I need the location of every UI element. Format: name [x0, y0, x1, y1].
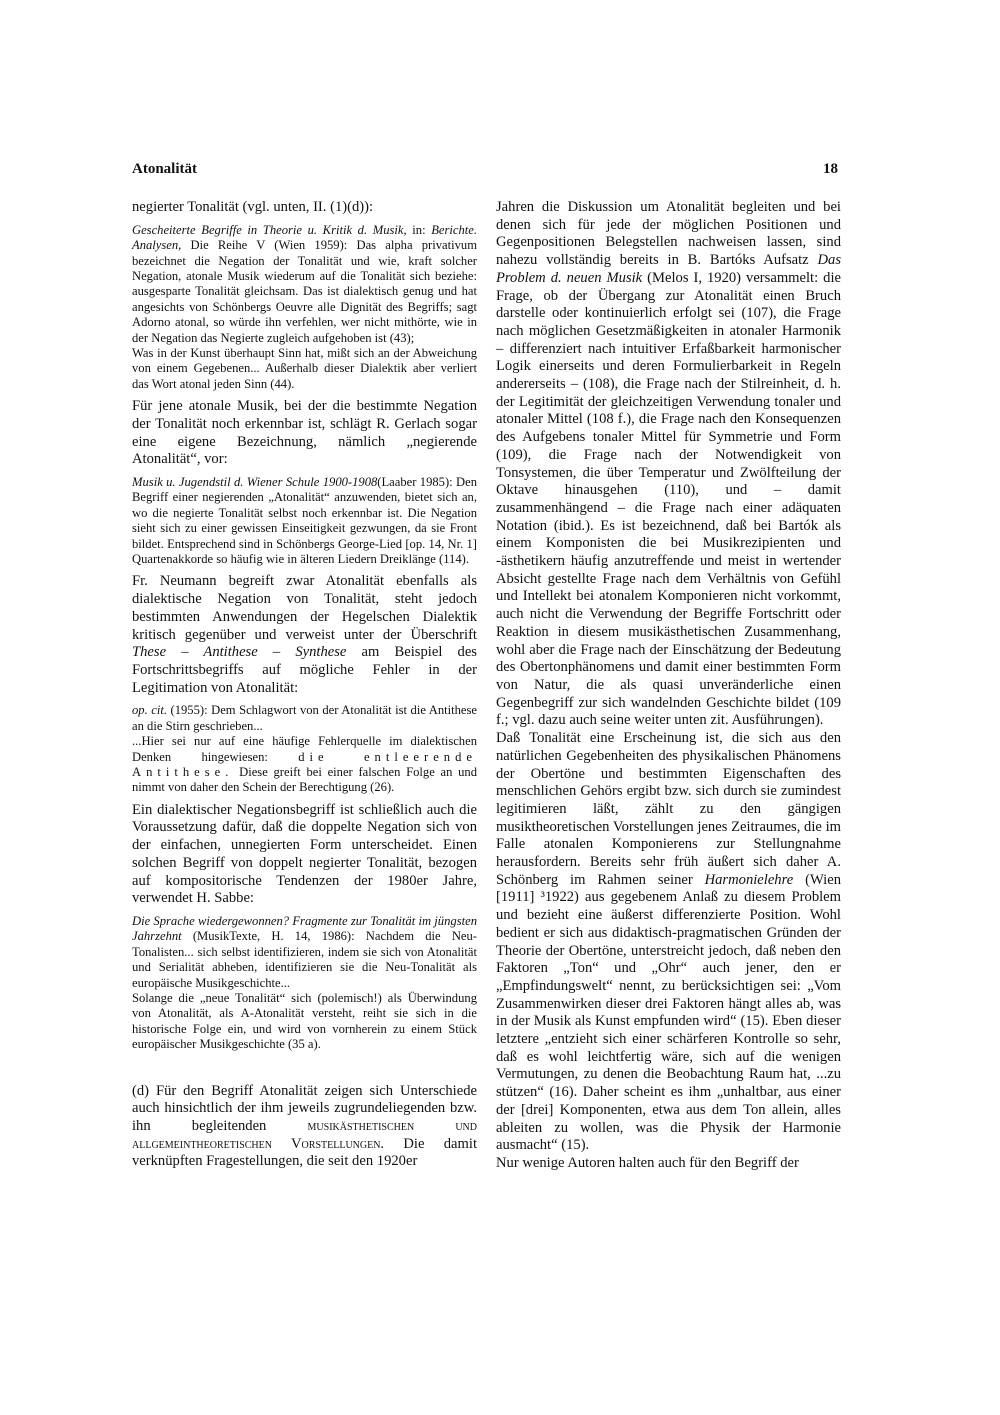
quote-adorno-continued: Was in der Kunst überhaupt Sinn hat, mißt sich an der Abweichung von einem Gegebenen... Außerhalb dieser Dialektik aber verliert das Wort atonal jeden Sinn (44). — [132, 345, 477, 391]
paragraph-neumann: Fr. Neumann begreift zwar Atonalität ebenfalls als dialektische Negation von Tonalität, steht jedoch bestimmten Anwendungen der Hegelschen Dialektik kritisch gegenüber und verweist unter der Überschrift These – Antithese – Synthese am Beispiel des Fortschrittsbegriffs auf mögliche Fehler in der Legitimation von Atonalität: — [132, 573, 477, 696]
running-header — [132, 161, 838, 185]
quote-neumann: op. cit. (1955): Dem Schlagwort von der Atonalität ist die Antithese an die Stirn geschrieben... — [132, 703, 477, 733]
quote-sabbe-continued: Solange die „neue Tonalität“ sich (polemisch!) als Überwindung von Atonalität, als A-Atonalität versteht, reiht sie sich in die historische Folge ein, und wird von vornherein zu einem Stück europäischer Musikgeschichte (35 a). — [132, 991, 477, 1052]
quote-sabbe: Die Sprache wiedergewonnen? Fragmente zur Tonalität im jüngsten Jahrzehnt (MusikTexte, H. 14, 1986): Nachdem die Neu-Tonalisten... sich selbst identifizieren, indem sie sich von Atonalität und Serialität abheben, identifizieren sie die Neu-Tonalität als europäische Musikgeschichte... — [132, 914, 477, 990]
right-column — [496, 199, 841, 1173]
header-title: Atonalität — [132, 161, 197, 177]
page-number: 18 — [823, 161, 838, 177]
quote-adorno: Gescheiterte Begriffe in Theorie u. Kritik d. Musik, in: Berichte. Analysen, Die Reihe V (Wien 1959): Das alpha privativum bezeichnet die Negation der Tonalität und wie, kraft solcher Negation, atonale Musik wiederum auf die Tonalität sich beziehe: ausgesparte Tonalität gleichsam. Das ist dialektisch genug und hat angesichts von Schönbergs Oeuvre alle Dignität des Begriffs; sagt Adorno atonal, so würde ihn verfehlen, wer nicht mithörte, wie in der Negation das Negierte zugleich aufgehoben ist (43); — [132, 222, 478, 345]
paragraph-section-d: (d) Für den Begriff Atonalität zeigen sich Unterschiede auch hinsichtlich der ihm jeweils zugrundeliegenden bzw. ihn begleitenden musikästhetischen und allgemeintheoretischen Vorstellungen. Die damit verknüpften Fragestellungen, die seit den 1920er — [132, 1082, 477, 1170]
paragraph-gerlach: Für jene atonale Musik, bei der die bestimmte Negation der Tonalität noch erkennbar ist, schlägt R. Gerlach sogar eine eigene Bezeichnung, nämlich „negierende Atonalität“, vor: — [132, 398, 477, 468]
paragraph-intro: negierter Tonalität (vgl. unten, II. (1)(d)): — [132, 199, 374, 215]
quote-neumann-continued: ...Hier sei nur auf eine häufige Fehlerquelle im dialektischen Denken hingewiesen: die entleerende Antithese. Diese greift bei einer falschen Folge an und nimmt von daher den Schein der Berechtigung (26). — [132, 734, 477, 795]
quote-gerlach: Musik u. Jugendstil d. Wiener Schule 1900-1908(Laaber 1985): Den Begriff einer negierenden „Atonalität“ anzuwenden, bietet sich an, wo die negierte Tonalität selbst noch erkennbar ist. Die Negation sieht sich zu einer gewissen Einseitigkeit gezwungen, da sie Front bildet. Entsprechend sind in Schönbergs George-Lied [op. 14, Nr. 1] Quartenakkorde so häufig wie in älteren Liedern Dreiklänge (114). — [132, 474, 477, 567]
paragraph-sabbe: Ein dialektischer Negationsbegriff ist schließlich auch die Voraussetzung dafür, daß die doppelte Negation sich von der einfachen, unnegierten Form unterscheidet. Einen solchen Begriff von doppelt negierter Tonalität, bezogen auf kompositorische Tendenzen der 1980er Jahre, verwendet H. Sabbe: — [132, 801, 477, 907]
left-column — [132, 199, 477, 1171]
paragraph-bartok: Jahren die Diskussion um Atonalität begleiten und bei denen sich für jede der möglichen Positionen und Gegenpositionen Belegstellen nachweisen lassen, sind nahezu vollständig bereits in B. Bartóks Aufsatz Das Problem d. neuen Musik (Melos I, 1920) versammelt: die Frage, ob der Übergang zur Atonalität einen Bruch darstelle oder kontinuierlich erfolgt sei (107), die Frage nach möglichen Gesetzmäßigkeiten in atonaler Harmonik – differenziert nach intuitiver Erfaßbarkeit harmonischer Logik einerseits und deren Formulierbarkeit in Regeln andererseits – (108), die Frage nach der Stilreinheit, d. h. der Legitimität der gleichzeitigen Verwendung tonaler und atonaler Mittel (108 f.), die Frage nach den Konsequenzen des Aufgebens tonaler Mittel für Symmetrie und Form (109), die Frage nach der Notwendigkeit von Tonsystemen, die über Temperatur und Zwölfteilung der Oktave hinausgehen (110), und – damit zusammenhängend – die Frage nach einer adäquaten Notation (ibid.). Es ist bezeichnend, daß bei Bartók als einem Komponisten die bei Musikrezipienten und -ästhetikern häufig anzutreffende und meist in wertender Absicht gestellte Frage nach dem Verhältnis von Gefühl und Intellekt bei atonalem Komponieren nicht vorkommt, auch nicht die Verwendung der Begriffe Fortschritt oder Reaktion in diesem musikästhetischen Zusammenhang, wohl aber die Frage nach der Einschätzung der Bedeutung des Obertonphänomens und damit einer bestimmten Form von Natur, die als quasi unveränderliche einen Gegenbegriff zur sich wandelnden Geschichte bildet (109 f.; vgl. dazu auch seine weiter unten zit. Ausführungen). — [496, 199, 841, 729]
paragraph-closing: Nur wenige Autoren halten auch für den Begriff der — [496, 1154, 799, 1171]
paragraph-schoenberg: Daß Tonalität eine Erscheinung ist, die sich aus den natürlichen Gegebenheiten des physikalischen Phänomens der Obertöne und bestimmten Eigenschaften des menschlichen Gehörs ergibt bzw. sich durch sie zumindest legitimieren läßt, zählt zu den gängigen musiktheoretischen Vorstellungen jenes Zeitraumes, die im Falle atonalen Komponierens zur Stellungnahme herausfordern. Bereits sehr früh äußert sich daher A. Schönberg im Rahmen seiner Harmonielehre (Wien [1911] ³1922) aus gegebenem Anlaß zu diesem Problem und bezieht eine äußerst differenzierte Position. Wohl bedient er sich aus didaktisch-pragmatischen Gründen der Theorie der Obertöne, unterstreicht jedoch, daß neben den Faktoren „Ton“ und „Ohr“ auch jener, den er „Empfindungswelt“ nennt, zu berücksichtigen sei: „Vom Zusammenwirken dieser drei Faktoren hängt alles ab, was in der Musik als Kunst empfunden wird“ (15). Eben dieser letztere „entzieht sich einer schärferen Kontrolle so sehr, daß es wohl leichtfertig wäre, sich auf die wenigen Vermutungen, zu denen die Beobachtung Raum hat, ...zu stützen“ (16). Daher scheint es ihm „unhaltbar, aus einer der [drei] Komponenten, etwa aus dem Ton allein, alles ableiten zu wollen, was die Physik der Harmonie ausmacht“ (15). — [496, 730, 841, 1154]
